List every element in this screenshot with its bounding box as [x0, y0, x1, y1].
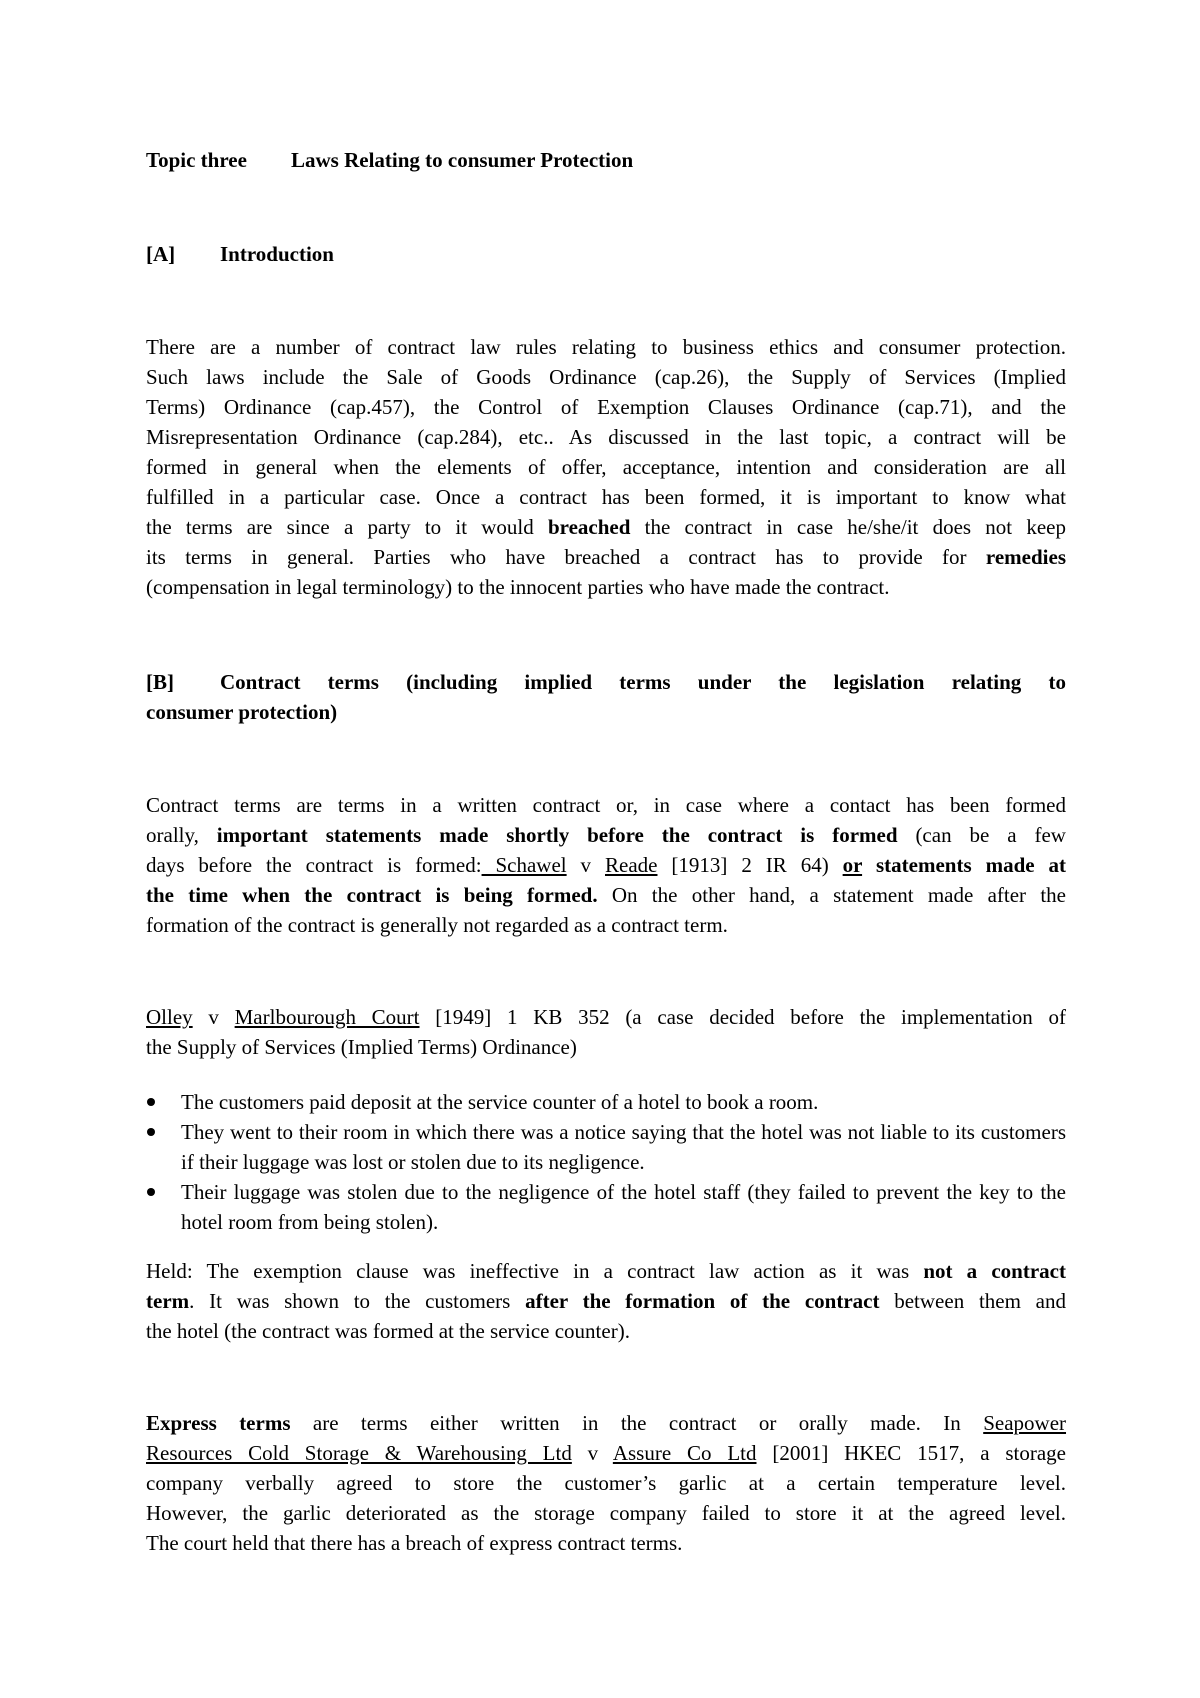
intro-line: formed in general when the elements of offer, acceptance, intention and consideration are all	[146, 455, 1066, 479]
topic-label: Topic three	[146, 148, 247, 172]
topic-title: Laws Relating to consumer Protection	[291, 148, 634, 172]
para-line: formation of the contract is generally not regarded as a contract term.	[146, 913, 728, 937]
bold-phrase: after the formation of the contract	[525, 1289, 880, 1313]
introduction-paragraph	[146, 332, 1066, 602]
section-a-title: Introduction	[220, 242, 334, 266]
bold-phrase: the time when the contract is being formed.	[146, 883, 598, 907]
case-party-olley: Olley	[146, 1005, 193, 1029]
list-item-text: They went to their room in which there was a notice saying that the hotel was not liable to its customers if their luggage was lost or stolen due to its negligence.	[181, 1120, 1066, 1174]
case-party-seapower-resources: Resources Cold Storage & Warehousing Ltd	[146, 1441, 572, 1465]
list-item	[146, 1117, 1066, 1177]
text-run: v	[566, 853, 605, 877]
text-run: v	[571, 1441, 613, 1465]
list-item	[146, 1087, 1066, 1117]
para-line: However, the garlic deteriorated as the storage company failed to store it at the agreed level.	[146, 1501, 1066, 1525]
list-item-text: Their luggage was stolen due to the negligence of the hotel staff (they failed to prevent the key to the hotel room from being stolen).	[181, 1180, 1066, 1234]
case-party-marlbourough-court: Marlbourough Court	[234, 1005, 420, 1029]
text-run: the contract in case he/she/it does not keep	[630, 515, 1066, 539]
para-line	[146, 1408, 1066, 1438]
para-line	[146, 1002, 1066, 1032]
intro-line: Misrepresentation Ordinance (cap.284), etc.. As discussed in the last topic, a contract will be	[146, 425, 1066, 449]
intro-line: fulfilled in a particular case. Once a contract has been formed, it is important to know what	[146, 485, 1066, 509]
bullet-icon	[147, 1098, 155, 1106]
text-run: On the other hand, a statement made after the	[597, 883, 1066, 907]
section-b-heading	[146, 667, 1066, 727]
intro-line: (compensation in legal terminology) to the innocent parties who have made the contract.	[146, 575, 890, 599]
bold-phrase: not a contract	[923, 1259, 1066, 1283]
section-a-label: [A]	[146, 242, 176, 266]
case-party-assure: Assure Co Ltd	[612, 1441, 757, 1465]
intro-line: Terms) Ordinance (cap.457), the Control of Exemption Clauses Ordinance (cap.71), and the	[146, 395, 1066, 419]
olley-case-heading	[146, 1002, 1066, 1062]
para-line	[146, 1256, 1066, 1286]
text-run: between them and	[879, 1289, 1066, 1313]
text-run: days before the contract is formed:	[146, 853, 482, 877]
case-party-seapower: Seapower	[983, 1411, 1067, 1435]
text-run: the terms are since a party to it would	[146, 515, 548, 539]
bullet-icon	[147, 1188, 155, 1196]
case-citation: [1913] 2 IR 64)	[657, 853, 843, 877]
case-citation: [1949] 1 KB 352 (a case decided before the implementation of	[419, 1005, 1067, 1029]
para-line: the Supply of Services (Implied Terms) Ordinance)	[146, 1035, 577, 1059]
bold-phrase: statements made at	[862, 853, 1066, 877]
para-line	[146, 880, 1066, 910]
held-paragraph	[146, 1256, 1066, 1346]
document-title	[146, 145, 1066, 175]
bold-phrase: important statements made shortly before the contract is formed	[216, 823, 898, 847]
para-line: The court held that there has a breach of express contract terms.	[146, 1531, 683, 1555]
bold-term-remedies: remedies	[985, 545, 1066, 569]
para-line: Contract terms are terms in a written contract or, in case where a contact has been formed	[146, 793, 1066, 817]
section-a-heading	[146, 239, 1066, 269]
case-party-reade: Reade	[605, 853, 658, 877]
bold-underlined-or: or	[842, 853, 863, 877]
section-b-heading-line: consumer protection)	[146, 700, 338, 724]
intro-line	[146, 512, 1066, 542]
section-b-heading-line	[146, 667, 1066, 697]
para-line	[146, 820, 1066, 850]
list-item	[146, 1177, 1066, 1237]
bullet-icon	[147, 1128, 155, 1136]
text-run: (can be a few	[897, 823, 1066, 847]
para-line	[146, 1286, 1066, 1316]
para-line	[146, 850, 1066, 880]
text-run: its terms in general. Parties who have breached a contract has to provide for	[146, 545, 986, 569]
intro-line	[146, 542, 1066, 572]
express-terms-paragraph	[146, 1408, 1066, 1558]
bold-phrase: term	[146, 1289, 190, 1313]
case-party-schawel: Schawel	[481, 853, 567, 877]
text-run: . It was shown to the customers	[189, 1289, 526, 1313]
olley-facts-list	[146, 1087, 1066, 1237]
bold-term-express-terms: Express terms	[146, 1411, 291, 1435]
para-line	[146, 1438, 1066, 1468]
para-line: company verbally agreed to store the customer’s garlic at a certain temperature level.	[146, 1471, 1066, 1495]
text-run: orally,	[146, 823, 217, 847]
text-run: Held: The exemption clause was ineffective in a contract law action as it was	[146, 1259, 924, 1283]
section-b-title: Contract terms (including implied terms under the legislation relating to	[220, 670, 1066, 694]
section-b-label: [B]	[146, 670, 174, 694]
intro-line: There are a number of contract law rules relating to business ethics and consumer protection.	[146, 335, 1066, 359]
case-citation: [2001] HKEC 1517, a storage	[756, 1441, 1066, 1465]
para-line: the hotel (the contract was formed at the service counter).	[146, 1319, 630, 1343]
text-run: are terms either written in the contract or orally made. In	[290, 1411, 984, 1435]
text-run: v	[192, 1005, 235, 1029]
contract-terms-paragraph	[146, 790, 1066, 940]
intro-line: Such laws include the Sale of Goods Ordinance (cap.26), the Supply of Services (Implied	[146, 365, 1066, 389]
bold-term-breached: breached	[547, 515, 631, 539]
list-item-text: The customers paid deposit at the service counter of a hotel to book a room.	[181, 1090, 819, 1114]
